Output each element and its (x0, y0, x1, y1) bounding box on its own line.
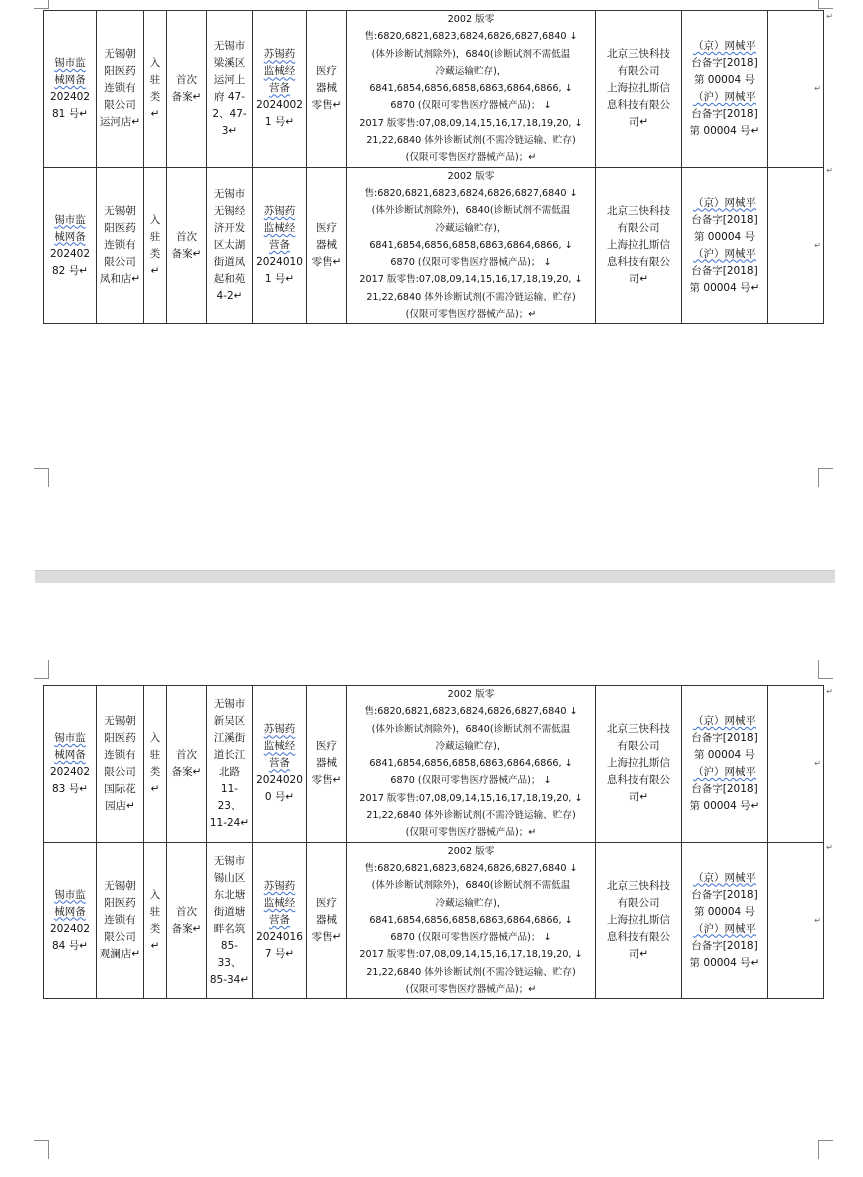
record-number-cell (44, 167, 97, 324)
scope-line: 2017 版零售:07,08,09,14,15,16,17,18,19,20, ↓ (359, 274, 583, 286)
scope-line: 6841,6854,6856,6858,6863,6864,6866, ↓ (369, 914, 573, 926)
scope-line: 21,22,6840 体外诊断试剂(不需冷链运输、贮存) (366, 810, 576, 822)
filing-table-page-1 (43, 10, 824, 324)
category-line: 入 (149, 888, 161, 901)
row-end-mark: ↵ (826, 166, 833, 175)
platform-filing-cell (682, 842, 768, 999)
scope-line: 2002 版零 (447, 14, 495, 25)
crop-mark (818, 660, 833, 679)
record-number-line: 械网备 (54, 73, 86, 86)
platform-company-line: 上海拉扎斯信 (607, 914, 670, 926)
category-line: 入 (149, 731, 161, 744)
license-line: 营备 (269, 82, 290, 95)
license-line: 苏锡药 (263, 48, 296, 61)
company-name-line: 无锡朝 (104, 880, 136, 892)
license-cell (253, 11, 307, 168)
scope-line: (体外诊断试剂除外)，6840(诊断试剂不需低温 (371, 723, 571, 735)
license-line: 2024016 (256, 931, 303, 943)
crop-mark (818, 0, 833, 9)
address-cell (207, 686, 253, 843)
business-type-cell (307, 167, 347, 324)
license-line: 监械经 (263, 65, 296, 78)
address-line: 江溪街 (213, 731, 246, 744)
platform-filing-line: （京）网械平 (693, 39, 756, 52)
platform-company-line: 北京三快科技 (607, 48, 670, 61)
crop-mark (818, 468, 833, 487)
record-number-line: 81 号↵ (52, 107, 88, 120)
filing-type-line: 备案↵ (171, 765, 202, 778)
address-line: 梁溪区 (213, 56, 246, 69)
crop-mark (818, 1140, 833, 1159)
address-line: 11-24↵ (209, 816, 250, 829)
scope-line: 冷藏运输贮存)， (435, 65, 507, 77)
scope-line: (仅限可零售医疗器械产品)；↵ (405, 152, 537, 164)
scope-line: (仅限可零售医疗器械产品)；↵ (405, 309, 537, 321)
company-name-cell (97, 11, 144, 168)
filing-type-cell (167, 686, 207, 843)
category-line: 类↵ (149, 90, 161, 120)
scope-line: (体外诊断试剂除外)，6840(诊断试剂不需低温 (371, 48, 571, 60)
business-type-line: 器械 (316, 82, 337, 95)
platform-filing-line: （沪）网械平 (693, 247, 756, 260)
business-type-line: 器械 (316, 757, 337, 770)
license-cell (253, 842, 307, 999)
address-line: 23、 (217, 799, 242, 812)
platform-company-cell (596, 842, 682, 999)
category-line: 驻 (149, 230, 161, 243)
row-end-mark: ↵ (826, 687, 833, 696)
record-number-line: 锡市监 (54, 731, 86, 744)
address-line: 无锡市 (213, 854, 246, 867)
platform-company-line: 北京三快科技 (607, 880, 670, 892)
platform-company-cell (596, 167, 682, 324)
platform-filing-cell (682, 686, 768, 843)
platform-company-line: 息科技有限公 (607, 256, 670, 268)
remark-cell (768, 167, 824, 324)
business-type-line: 器械 (316, 239, 337, 251)
license-line: 2024020 (256, 774, 303, 787)
scope-line: (仅限可零售医疗器械产品)；↵ (405, 984, 537, 996)
license-line: 2024002 (256, 99, 303, 112)
record-number-cell (44, 842, 97, 999)
scope-line: 冷藏运输贮存)， (435, 740, 507, 752)
filing-table-page-2 (43, 685, 824, 999)
scope-line: 6870 (仅限可零售医疗器械产品)； ↓ (390, 775, 552, 787)
address-line: 济开发 (213, 222, 246, 234)
company-name-line: 无锡朝 (104, 714, 136, 727)
address-line: 无锡经 (213, 205, 246, 217)
company-name-cell (97, 686, 144, 843)
address-line: 2、47- (212, 107, 247, 120)
record-number-line: 械网备 (54, 748, 86, 761)
table-row (44, 11, 824, 168)
record-number-line: 84 号↵ (52, 939, 88, 952)
company-name-line: 阳医药 (104, 731, 136, 744)
filing-type-line: 备案↵ (171, 90, 202, 103)
address-line: 府 47- (214, 90, 245, 103)
company-name-cell (97, 842, 144, 999)
platform-company-line: 上海拉扎斯信 (607, 757, 670, 770)
business-type-line: 医疗 (316, 897, 337, 909)
company-name-line: 限公司 (104, 99, 136, 112)
scope-line: 21,22,6840 体外诊断试剂(不需冷链运输、贮存) (366, 135, 576, 147)
remark-text: ↵ (814, 241, 821, 250)
row-end-mark: ↵ (826, 12, 833, 21)
scope-line: 2002 版零 (447, 845, 495, 857)
business-type-line: 零售↵ (311, 99, 342, 112)
platform-company-line: 上海拉扎斯信 (607, 239, 670, 251)
platform-filing-line: 台备字[2018] (691, 264, 758, 277)
platform-company-line: 有限公司 (617, 65, 660, 78)
company-name-line: 观澜店↵ (99, 948, 141, 960)
license-line: 苏锡药 (263, 880, 296, 892)
address-line: 道长江 (213, 748, 246, 761)
category-line: 入 (149, 213, 161, 226)
remark-text: ↵ (814, 84, 821, 94)
company-name-line: 无锡朝 (104, 205, 136, 217)
scope-line: 21,22,6840 体外诊断试剂(不需冷链运输、贮存) (366, 966, 576, 978)
scope-line: 6841,6854,6856,6858,6863,6864,6866, ↓ (369, 83, 573, 95)
filing-type-line: 首次 (176, 748, 197, 761)
platform-filing-line: 第 00004 号↵ (689, 281, 760, 294)
filing-type-cell (167, 167, 207, 324)
category-line: 驻 (149, 73, 161, 86)
scope-line: 6870 (仅限可零售医疗器械产品)； ↓ (390, 257, 552, 269)
document-page-1 (0, 0, 863, 570)
scope-line: 售:6820,6821,6823,6824,6826,6827,6840 ↓ (364, 187, 578, 199)
license-line: 营备 (269, 239, 290, 251)
platform-filing-line: （沪）网械平 (693, 90, 756, 103)
license-line: 0 号↵ (264, 791, 295, 804)
remark-text: ↵ (814, 916, 821, 925)
address-line: 无锡市 (213, 39, 246, 52)
filing-type-line: 首次 (176, 230, 197, 243)
address-line: 街道塘 (213, 905, 246, 918)
platform-company-line: 司↵ (628, 116, 649, 129)
record-number-line: 锡市监 (54, 213, 86, 226)
company-name-line: 限公司 (104, 256, 136, 268)
record-number-line: 锡市监 (54, 56, 86, 69)
company-name-line: 阳医药 (104, 222, 136, 234)
record-number-line: 锡市监 (54, 888, 86, 901)
category-cell (144, 167, 167, 324)
address-line: 无锡市 (213, 697, 246, 710)
address-cell (207, 11, 253, 168)
platform-filing-line: （京）网械平 (693, 871, 756, 884)
category-cell (144, 11, 167, 168)
platform-company-line: 息科技有限公 (607, 99, 670, 112)
license-line: 苏锡药 (263, 723, 296, 736)
company-name-cell (97, 167, 144, 324)
scope-line: 2017 版零售:07,08,09,14,15,16,17,18,19,20, ↓ (359, 117, 583, 129)
license-line: 苏锡药 (263, 205, 296, 217)
scope-line: 售:6820,6821,6823,6824,6826,6827,6840 ↓ (364, 31, 578, 43)
platform-company-cell (596, 11, 682, 168)
company-name-line: 连锁有 (104, 748, 136, 761)
business-type-line: 医疗 (316, 222, 337, 234)
platform-company-line: 息科技有限公 (607, 774, 670, 787)
scope-line: 2017 版零售:07,08,09,14,15,16,17,18,19,20, ↓ (359, 792, 583, 804)
filing-type-cell (167, 11, 207, 168)
scope-line: 冷藏运输贮存)， (435, 897, 507, 909)
scope-line: (体外诊断试剂除外)，6840(诊断试剂不需低温 (371, 205, 571, 217)
platform-company-line: 司↵ (628, 791, 649, 804)
company-name-line: 连锁有 (104, 914, 136, 926)
business-type-line: 医疗 (316, 740, 337, 753)
business-type-cell (307, 686, 347, 843)
table-row (44, 686, 824, 843)
license-line: 监械经 (263, 222, 296, 234)
table-row (44, 842, 824, 999)
address-line: 4-2↵ (216, 290, 243, 302)
company-name-line: 阳医药 (104, 65, 136, 78)
platform-filing-line: 第 00004 号 (693, 73, 756, 86)
business-scope-cell (347, 167, 596, 324)
platform-filing-line: （沪）网械平 (693, 765, 756, 778)
business-type-line: 零售↵ (311, 774, 342, 787)
platform-company-line: 司↵ (628, 948, 649, 960)
remark-cell (768, 11, 824, 168)
platform-filing-cell (682, 11, 768, 168)
address-line: 新吴区 (213, 714, 246, 727)
platform-filing-line: 第 00004 号↵ (689, 799, 760, 812)
platform-filing-line: 第 00004 号↵ (689, 124, 760, 137)
company-name-line: 国际花 (104, 782, 136, 795)
address-line: 运河上 (213, 73, 246, 86)
business-type-line: 零售↵ (311, 256, 342, 268)
license-cell (253, 686, 307, 843)
address-cell (207, 167, 253, 324)
address-line: 东北塘 (213, 888, 246, 901)
category-line: 类↵ (149, 247, 161, 277)
platform-filing-line: （京）网械平 (693, 714, 756, 727)
company-name-line: 限公司 (104, 931, 136, 943)
address-line: 区太湖 (213, 239, 246, 251)
address-cell (207, 842, 253, 999)
category-line: 驻 (149, 905, 161, 918)
platform-company-line: 北京三快科技 (607, 205, 670, 217)
platform-company-line: 息科技有限公 (607, 931, 670, 943)
platform-filing-line: 台备字[2018] (691, 782, 758, 795)
scope-line: 冷藏运输贮存)， (435, 222, 507, 234)
category-line: 类↵ (149, 922, 161, 952)
crop-mark (34, 468, 49, 487)
company-name-line: 无锡朝 (104, 48, 136, 61)
platform-filing-line: 台备字[2018] (691, 56, 758, 69)
platform-filing-cell (682, 167, 768, 324)
scope-line: 6841,6854,6856,6858,6863,6864,6866, ↓ (369, 239, 573, 251)
filing-type-line: 首次 (176, 905, 197, 918)
address-line: 85-34↵ (209, 973, 250, 986)
category-line: 入 (149, 56, 161, 69)
scope-line: 6870 (仅限可零售医疗器械产品)； ↓ (390, 100, 552, 112)
table-row (44, 167, 824, 324)
address-line: 11- (220, 782, 239, 795)
license-line: 2024010 (256, 256, 303, 268)
license-cell (253, 167, 307, 324)
business-type-line: 器械 (316, 914, 337, 926)
record-number-line: 202402 (49, 247, 91, 260)
address-line: 锡山区 (213, 871, 246, 884)
company-name-line: 凤和店↵ (99, 273, 141, 285)
license-line: 1 号↵ (264, 273, 295, 285)
filing-type-cell (167, 842, 207, 999)
record-number-line: 202402 (49, 922, 91, 935)
scope-line: (仅限可零售医疗器械产品)；↵ (405, 827, 537, 839)
record-number-line: 202402 (49, 765, 91, 778)
remark-text: ↵ (814, 759, 821, 769)
scope-line: 6841,6854,6856,6858,6863,6864,6866, ↓ (369, 758, 573, 770)
platform-filing-line: 台备字[2018] (691, 939, 758, 952)
platform-filing-line: 第 00004 号↵ (689, 956, 760, 969)
filing-type-line: 首次 (176, 73, 197, 86)
category-cell (144, 842, 167, 999)
platform-filing-line: 第 00004 号 (693, 748, 756, 761)
scope-line: 售:6820,6821,6823,6824,6826,6827,6840 ↓ (364, 706, 578, 718)
crop-mark (34, 660, 49, 679)
platform-company-line: 有限公司 (617, 222, 660, 234)
company-name-line: 连锁有 (104, 82, 136, 95)
company-name-line: 限公司 (104, 765, 136, 778)
license-line: 营备 (269, 757, 290, 770)
business-type-cell (307, 11, 347, 168)
filing-type-line: 备案↵ (171, 247, 202, 260)
platform-filing-line: 台备字[2018] (691, 107, 758, 120)
category-line: 驻 (149, 748, 161, 761)
platform-filing-line: 第 00004 号 (693, 905, 756, 918)
scope-line: 21,22,6840 体外诊断试剂(不需冷链运输、贮存) (366, 291, 576, 303)
license-line: 监械经 (263, 740, 296, 753)
address-line: 起和苑 (213, 273, 246, 285)
crop-mark (34, 0, 49, 9)
record-number-line: 械网备 (54, 230, 86, 243)
address-line: 街道凤 (213, 256, 246, 268)
scope-line: 售:6820,6821,6823,6824,6826,6827,6840 ↓ (364, 862, 578, 874)
address-line: 北路 (219, 765, 240, 778)
scope-line: (体外诊断试剂除外)，6840(诊断试剂不需低温 (371, 880, 571, 892)
scope-line: 2017 版零售:07,08,09,14,15,16,17,18,19,20, ↓ (359, 949, 583, 961)
business-scope-cell (347, 686, 596, 843)
platform-company-line: 北京三快科技 (607, 723, 670, 736)
company-name-line: 运河店↵ (99, 116, 141, 129)
address-line: 无锡市 (213, 188, 246, 200)
company-name-line: 阳医药 (104, 897, 136, 909)
record-number-line: 82 号↵ (52, 264, 88, 277)
remark-cell (768, 686, 824, 843)
company-name-line: 连锁有 (104, 239, 136, 251)
business-scope-cell (347, 842, 596, 999)
platform-filing-line: 台备字[2018] (691, 213, 758, 226)
license-line: 监械经 (263, 897, 296, 909)
platform-company-line: 上海拉扎斯信 (607, 82, 670, 95)
record-number-line: 械网备 (54, 905, 86, 918)
platform-company-line: 有限公司 (617, 740, 660, 753)
crop-mark (34, 1140, 49, 1159)
business-type-cell (307, 842, 347, 999)
license-line: 1 号↵ (264, 116, 295, 129)
row-end-mark: ↵ (826, 843, 833, 852)
scope-line: 6870 (仅限可零售医疗器械产品)； ↓ (390, 932, 552, 944)
filing-type-line: 备案↵ (171, 922, 202, 935)
scope-line: 2002 版零 (447, 689, 495, 700)
platform-company-line: 司↵ (628, 273, 649, 285)
record-number-cell (44, 686, 97, 843)
address-line: 畔名筑 (213, 922, 246, 935)
business-type-line: 医疗 (316, 65, 337, 78)
platform-filing-line: 台备字[2018] (691, 731, 758, 744)
address-line: 33、 (217, 956, 242, 969)
platform-company-cell (596, 686, 682, 843)
company-name-line: 园店↵ (105, 799, 135, 812)
platform-filing-line: 第 00004 号 (693, 230, 756, 243)
category-cell (144, 686, 167, 843)
record-number-cell (44, 11, 97, 168)
record-number-line: 83 号↵ (52, 782, 88, 795)
business-scope-cell (347, 11, 596, 168)
business-type-line: 零售↵ (311, 931, 342, 943)
category-line: 类↵ (149, 765, 161, 795)
remark-cell (768, 842, 824, 999)
platform-filing-line: （京）网械平 (693, 196, 756, 209)
address-line: 85- (220, 939, 239, 952)
record-number-line: 202402 (49, 90, 91, 103)
address-line: 3↵ (221, 124, 238, 137)
license-line: 7 号↵ (264, 948, 295, 960)
license-line: 营备 (269, 914, 290, 926)
platform-filing-line: （沪）网械平 (693, 922, 756, 935)
scope-line: 2002 版零 (447, 170, 495, 182)
platform-company-line: 有限公司 (617, 897, 660, 909)
platform-filing-line: 台备字[2018] (691, 888, 758, 901)
document-page-2 (0, 583, 863, 1177)
